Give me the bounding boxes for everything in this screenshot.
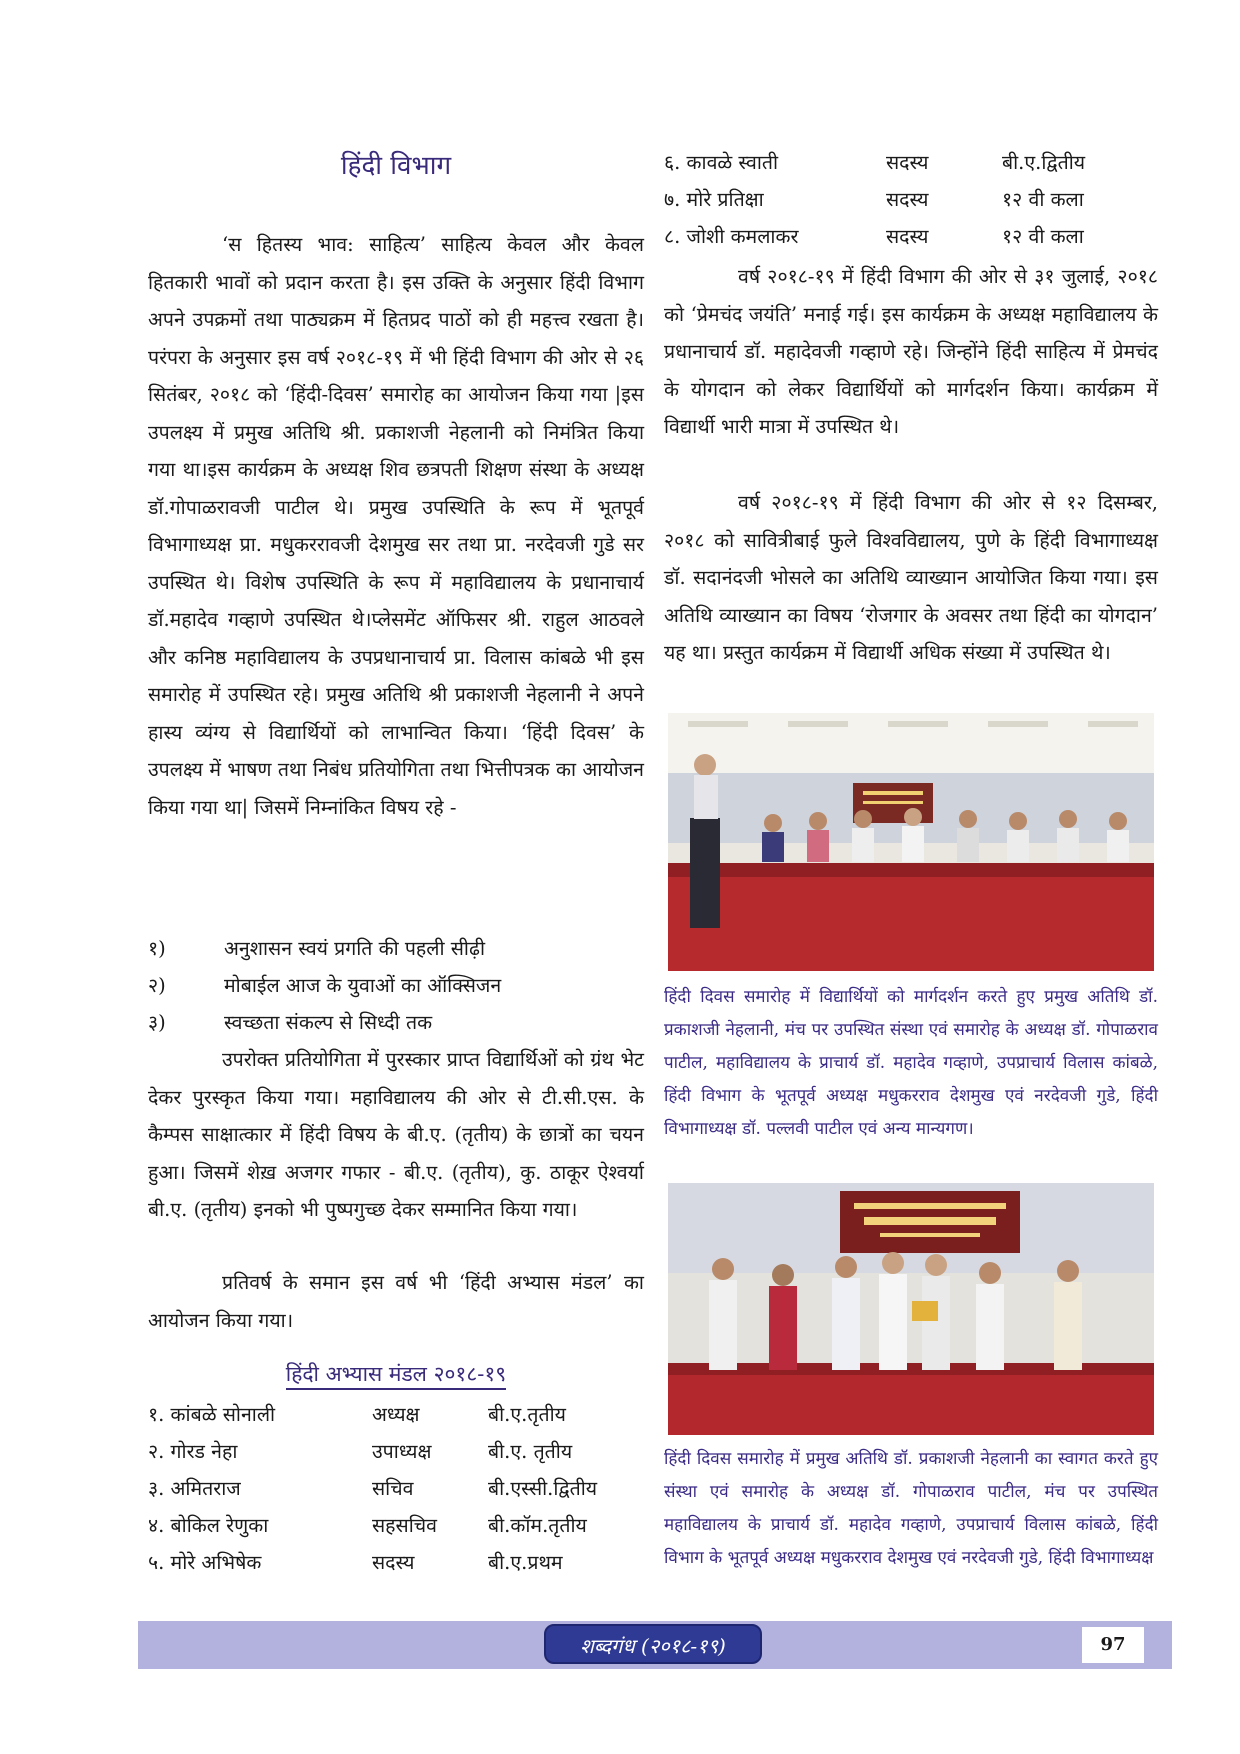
member-name: १. कांबळे सोनाली: [148, 1403, 276, 1426]
topic-item: [148, 930, 644, 967]
intro-paragraph: ‘स हितस्य भाव: साहित्य’ साहित्य केवल और केवल हितकारी भावों को प्रदान करता है। इस उक्ति के अनुसार हिंदी विभाग अपने उपक्रमों तथा पाठ्यक्रम में हितप्रद पाठों को ही महत्त्व रखता है। परंपरा के अनुसार इस वर्ष २०१८-१९ में भी हिंदी विभाग की ओर से २६ सितंबर, २०१८ को ‘हिंदी-दिवस’ समारोह का आयोजन किया गया |इस उपलक्ष्य में प्रमुख अतिथि श्री. प्रकाशजी नेहलानी को निमंत्रित किया गया था।इस कार्यक्रम के अध्यक्ष शिव छत्रपती शिक्षण संस्था के अध्यक्ष डॉ.गोपाळरावजी पाटील थे। प्रमुख उपस्थिति के रूप में भूतपूर्व विभागाध्यक्ष प्रा. मधुकररावजी देशमुख सर तथा प्रा. नरदेवजी गुडे सर उपस्थित थे। विशेष उपस्थिति के रूप में महाविद्यालय के प्रधानाचार्य डॉ.महादेव गव्हाणे उपस्थित थे।प्लेसमेंट ऑफिसर श्री. राहुल आठवले और कनिष्ठ महाविद्यालय के उपप्रधानाचार्य प्रा. विलास कांबळे भी इस समारोह में उपस्थित रहे। प्रमुख अतिथि श्री प्रकाशजी नेहलानी ने अपने हास्य व्यंग्य से विद्यार्थियों को लाभान्वित किया। ‘हिंदी दिवस’ के उपलक्ष्य में भाषण तथा निबंध प्रतियोगिता तथा भित्तीपत्रक का आयोजन किया गया था| जिसमें निम्नांकित विषय रहे -: [148, 233, 644, 819]
member-role: उपाध्यक्ष: [372, 1440, 432, 1463]
member-class: बी.एस्सी.द्वितीय: [488, 1477, 598, 1500]
member-row: [148, 1544, 644, 1581]
topic-text: मोबाईल आज के युवाओं का ऑक्सिजन: [224, 974, 502, 997]
topic-number: २): [148, 974, 166, 997]
member-class: १२ वी कला: [1002, 225, 1084, 248]
member-class: बी.ए. तृतीय: [488, 1440, 573, 1463]
member-role: सदस्य: [372, 1551, 415, 1574]
member-class: बी.ए.तृतीय: [488, 1403, 566, 1426]
photo-caption-2: हिंदी दिवस समारोह में प्रमुख अतिथि डॉ. प्रकाशजी नेहलानी का स्वागत करते हुए संस्था एवं समारोह के अध्यक्ष डॉ. गोपाळराव पाटील, मंच पर उपस्थित महाविद्यालय के प्राचार्य डॉ. महादेव गव्हाणे, उपप्राचार्य विलास कांबळे, हिंदी विभाग के भूतपूर्व अध्यक्ष मधुकरराव देशमुख एवं नरदेवजी गुडे, हिंदी विभागाध्यक्ष: [664, 1449, 1158, 1568]
premchand-paragraph: वर्ष २०१८-१९ में हिंदी विभाग की ओर से ३१ जुलाई, २०१८ को ‘प्रेमचंद जयंति’ मनाई गई। इस कार्यक्रम के अध्यक्ष महाविद्यालय के प्रधानाचार्य डॉ. महादेवजी गव्हाणे रहे। जिन्होंने हिंदी साहित्य में प्रेमचंद के योगदान को लेकर विद्यार्थियों को मार्गदर्शन किया। कार्यक्रम में विद्यार्थी भारी मात्रा में उपस्थित थे।: [664, 265, 1158, 438]
mandal-paragraph: प्रतिवर्ष के समान इस वर्ष भी ‘हिंदी अभ्यास मंडल’ का आयोजन किया गया।: [148, 1271, 644, 1332]
page-number: 97: [1082, 1627, 1144, 1663]
mandal-title: हिंदी अभ्यास मंडल २०१८-१९: [148, 1360, 644, 1388]
member-class: बी.ए.द्वितीय: [1002, 151, 1086, 174]
page-title: हिंदी विभाग: [340, 151, 452, 181]
member-role: सदस्य: [886, 225, 929, 248]
member-row: [148, 1507, 644, 1544]
member-name: ६. कावळे स्वाती: [664, 151, 779, 174]
stage-photo: [668, 713, 1154, 971]
magazine-name-badge: शब्दगंध (२०१८-१९): [544, 1624, 762, 1664]
member-row: [148, 1433, 644, 1470]
topic-number: ३): [148, 1011, 166, 1034]
member-role: अध्यक्ष: [372, 1403, 420, 1426]
photo-caption-1: हिंदी दिवस समारोह में विद्यार्थियों को मार्गदर्शन करते हुए प्रमुख अतिथि डॉ. प्रकाशजी नेहलानी, मंच पर उपस्थित संस्था एवं समारोह के अध्यक्ष डॉ. गोपाळराव पाटील, महाविद्यालय के प्राचार्य डॉ. महादेव गव्हाणे, उपप्राचार्य विलास कांबळे, हिंदी विभाग के भूतपूर्व अध्यक्ष मधुकरराव देशमुख एवं नरदेवजी गुडे, हिंदी विभागाध्यक्ष डॉ. पल्लवी पाटील एवं अन्य मान्यगण।: [664, 987, 1158, 1139]
member-row: [148, 1470, 644, 1507]
member-row: [664, 144, 1158, 181]
member-class: बी.ए.प्रथम: [488, 1551, 563, 1574]
felicitation-photo: [668, 1183, 1154, 1435]
member-row: [664, 181, 1158, 218]
member-role: सदस्य: [886, 188, 929, 211]
member-name: ४. बोकिल रेणुका: [148, 1514, 269, 1537]
event-photo-2: [668, 1183, 1154, 1435]
member-role: सहसचिव: [372, 1514, 437, 1537]
member-name: २. गोरड नेहा: [148, 1440, 238, 1463]
lecture-paragraph: वर्ष २०१८-१९ में हिंदी विभाग की ओर से १२ दिसम्बर, २०१८ को सावित्रीबाई फुले विश्वविद्यालय, पुणे के हिंदी विभागाध्यक्ष डॉ. सदानंदजी भोसले का अतिथि व्याख्यान आयोजित किया गया। इस अतिथि व्याख्यान का विषय ‘रोजगार के अवसर तथा हिंदी का योगदान’ यह था। प्रस्तुत कार्यक्रम में विद्यार्थी अधिक संख्या में उपस्थित थे।: [664, 491, 1158, 664]
member-role: सदस्य: [886, 151, 929, 174]
event-photo-1: [668, 713, 1154, 971]
member-row: [148, 1396, 644, 1433]
member-class: १२ वी कला: [1002, 188, 1084, 211]
member-name: ७. मोरे प्रतिक्षा: [664, 188, 764, 211]
member-name: ५. मोरे अभिषेक: [148, 1551, 262, 1574]
topic-item: [148, 1004, 644, 1041]
topic-item: [148, 967, 644, 1004]
member-name: ८. जोशी कमलाकर: [664, 225, 799, 248]
topic-text: अनुशासन स्वयं प्रगति की पहली सीढ़ी: [224, 937, 485, 960]
member-name: ३. अमितराज: [148, 1477, 241, 1500]
award-paragraph: उपरोक्त प्रतियोगिता में पुरस्कार प्राप्त विद्यार्थिओं को ग्रंथ भेट देकर पुरस्कृत किया गया। महाविद्यालय की ओर से टी.सी.एस. के कैम्पस साक्षात्कार में हिंदी विषय के बी.ए. (तृतीय) के छात्रों का चयन हुआ। जिसमें शेख़ अजगर गफार - बी.ए. (तृतीय), कु. ठाकूर ऐश्वर्या बी.ए. (तृतीय) इनको भी पुष्पगुच्छ देकर सम्मानित किया गया।: [148, 1048, 644, 1221]
topic-text: स्वच्छता संकल्प से सिध्दी तक: [224, 1011, 433, 1034]
topic-number: १): [148, 937, 166, 960]
member-row: [664, 218, 1158, 255]
member-class: बी.कॉम.तृतीय: [488, 1514, 587, 1537]
member-role: सचिव: [372, 1477, 414, 1500]
